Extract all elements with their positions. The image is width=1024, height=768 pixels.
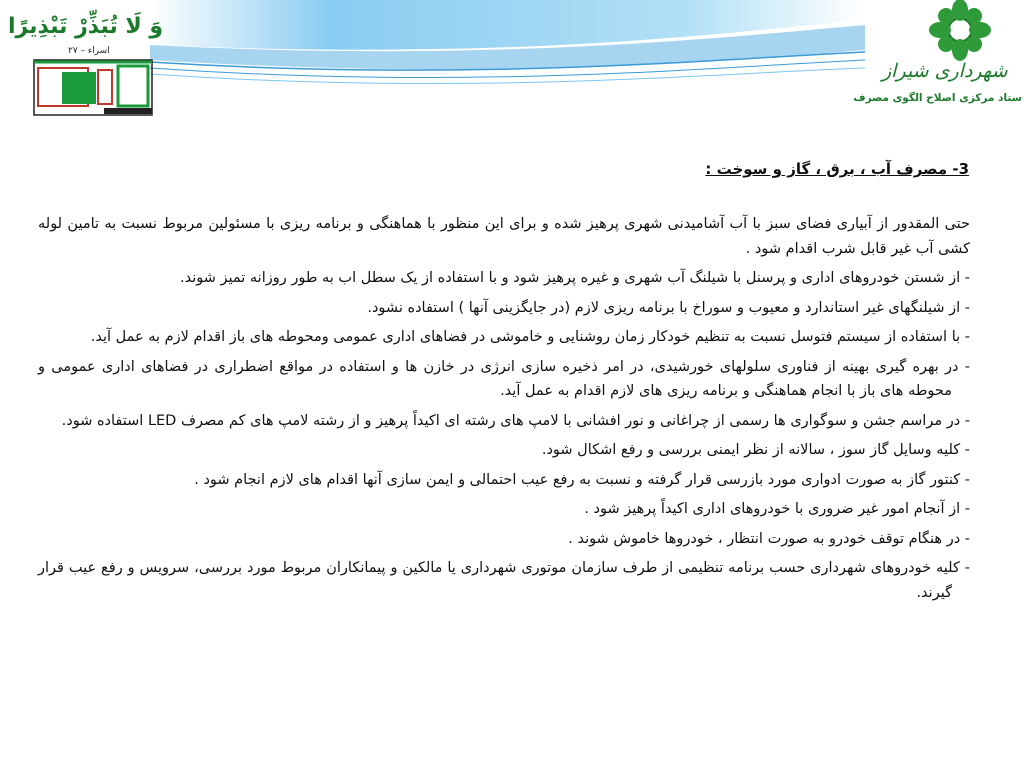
list-item: - در بهره گیری بهینه از فناوری سلولهای خورشیدی، در امر ذخیره سازی انرژی در خازن ها و استفاده در مواقع اضطراری در فضاهای اداری عمومی و محوطه های باز با انجام هماهنگی و برنامه ریزی های لازم اقدام به عمل آید.	[38, 358, 970, 399]
left-emblem	[0, 0, 164, 120]
intro-paragraph: حتی المقدور از آبیاری فضای سبز با آب آشامیدنی شهری پرهیز شده و برای این منظور با هماهنگی و برنامه ریزی با مسئولین مربوط نسبت به تامین لوله کشی آب غیر قابل شرب اقدام شود .	[38, 216, 970, 257]
list-item: - از شیلنگهای غیر استاندارد و معیوب و سوراخ با برنامه ریزی لازم (در جایگزینی آنها ) استفاده نشود.	[367, 299, 970, 316]
list-item: - از آنجام امور غیر ضروری با خودروهای اداری اکیداً پرهیز شود .	[584, 501, 970, 517]
logo-caption: ستاد مرکزی اصلاح الگوی مصرف	[853, 92, 1022, 104]
section-title: 3- مصرف آب ، برق ، گاز و سوخت :	[705, 160, 969, 178]
list-item: - در هنگام توقف خودرو به صورت انتظار ، خودروها خاموش شوند .	[568, 530, 970, 547]
guidelines-list	[38, 212, 970, 610]
list-item: - از شستن خودروهای اداری و پرسنل با شیلنگ آب شهری و غیره پرهیز شود و با استفاده از یک سطل اب به طور روزانه تمیز شوند.	[180, 270, 970, 286]
list-item: - با استفاده از سیستم فتوسل نسبت به تنظیم خودکار زمان روشنایی و خاموشی در فضاهای اداری عمومی ومحوطه های باز اقدام لازم به عمل آید.	[90, 329, 970, 345]
verse-reference: اسراء – ۲۷	[68, 46, 110, 56]
list-item: - کلیه وسایل گاز سوز ، سالانه از نظر ایمنی بررسی و رفع اشکال شود.	[541, 442, 970, 458]
quran-verse: وَ لَا تُبَذِّرْ تَبْذِيرًا	[8, 14, 164, 39]
header-banner	[0, 0, 1024, 125]
list-item: - کنتور گاز به صورت ادواری مورد بازرسی قرار گرفته و نسبت به رفع عیب احتمالی و ایمن سازی آنها اقدام های لازم انجام شود .	[194, 471, 970, 488]
municipality-name: شهرداری شیراز	[882, 60, 1008, 82]
list-item: - کلیه خودروهای شهرداری حسب برنامه تنظیمی از طرف سازمان موتوری شهرداری یا مالکین و پیمانکاران مربوط مورد بررسی، سرویس و رفع عیب قرار گیرند.	[38, 560, 970, 601]
list-item: - در مراسم جشن و سوگواری ها رسمی از چراغانی و نور افشانی با لامپ های رشته ای اکیداً پرهیز و از رشته لامپ های کم مصرف LED استفاده شود.	[61, 412, 970, 429]
